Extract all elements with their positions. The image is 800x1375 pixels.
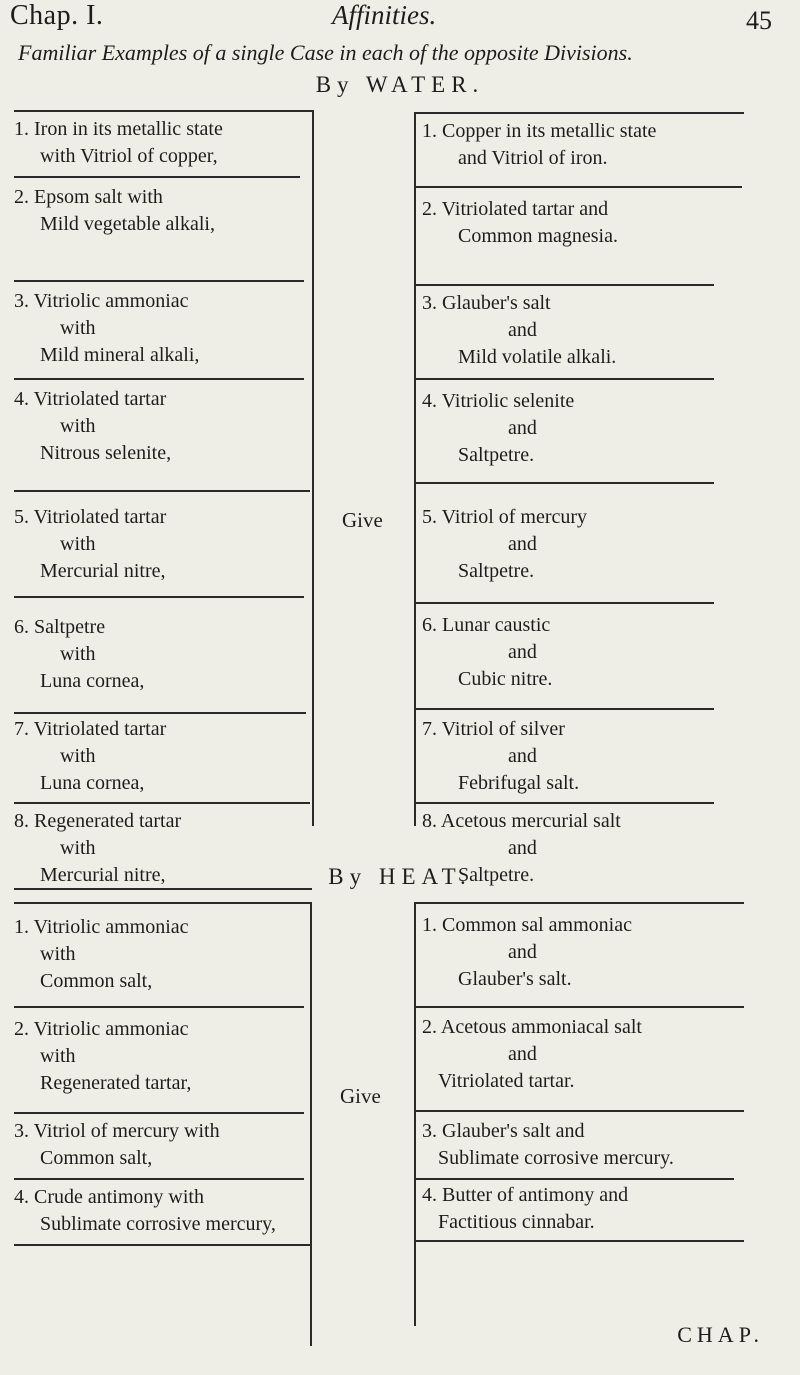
- line-text: Luna cornea,: [40, 772, 145, 794]
- line-text: with: [60, 643, 96, 665]
- list-item: [412, 1118, 742, 1172]
- list-item: [412, 1014, 742, 1095]
- line-text: 6. Lunar caustic: [422, 614, 551, 636]
- line-text: 2. Epsom salt with: [14, 186, 163, 208]
- line-text: and: [508, 319, 537, 341]
- line-text: 2. Acetous ammoniacal salt: [422, 1016, 642, 1038]
- line-text: and: [508, 417, 537, 439]
- list-item: [412, 716, 742, 797]
- rule: [14, 280, 304, 282]
- rule: [14, 596, 304, 598]
- line-text: Common magnesia.: [458, 225, 618, 247]
- rule: [414, 708, 714, 710]
- line-text: Sublimate corrosive mercury.: [438, 1147, 674, 1169]
- rule: [414, 186, 742, 188]
- list-item: [412, 196, 742, 250]
- list-item: [14, 288, 314, 369]
- line-text: 8. Acetous mercurial salt: [422, 810, 621, 832]
- rule: [14, 1178, 304, 1180]
- line-text: 3. Vitriol of mercury with: [14, 1120, 220, 1142]
- rule: [414, 802, 714, 804]
- line-text: 7. Vitriol of silver: [422, 718, 565, 740]
- rule: [14, 490, 310, 492]
- line-text: 2. Vitriolated tartar and: [422, 198, 609, 220]
- rule: [414, 482, 714, 484]
- line-text: Mercurial nitre,: [40, 560, 166, 582]
- list-item: [412, 912, 742, 993]
- rule: [14, 712, 306, 714]
- list-item: [412, 118, 742, 172]
- list-item: [14, 1184, 314, 1238]
- page-number: 45: [746, 6, 772, 35]
- line-text: Common salt,: [40, 970, 153, 992]
- line-text: Saltpetre.: [458, 444, 535, 466]
- list-item: [14, 1016, 314, 1097]
- line-text: with: [60, 415, 96, 437]
- line-text: Vitriolated tartar.: [438, 1070, 575, 1092]
- line-text: and: [508, 837, 537, 859]
- rule: [414, 1178, 734, 1180]
- line-text: Febrifugal salt.: [458, 772, 580, 794]
- line-text: Saltpetre.: [458, 864, 535, 886]
- list-item: [14, 504, 314, 585]
- line-text: Mild vegetable alkali,: [40, 213, 215, 235]
- line-text: 3. Glauber's salt: [422, 292, 551, 314]
- line-text: and: [508, 533, 537, 555]
- give-label: Give: [340, 1084, 381, 1108]
- line-text: 4. Vitriolated tartar: [14, 388, 167, 410]
- line-text: and Vitriol of iron.: [458, 147, 608, 169]
- line-text: 6. Saltpetre: [14, 616, 106, 638]
- line-text: 4. Butter of antimony and: [422, 1184, 629, 1206]
- line-text: Sublimate corrosive mercury,: [40, 1213, 276, 1235]
- line-text: Regenerated tartar,: [40, 1072, 192, 1094]
- section-heading-water: By WATER.: [315, 72, 485, 97]
- rule: [414, 284, 714, 286]
- rule: [14, 1112, 304, 1114]
- rule: [414, 112, 744, 114]
- line-text: Mild mineral alkali,: [40, 344, 200, 366]
- rule: [14, 1244, 310, 1246]
- line-text: Common salt,: [40, 1147, 153, 1169]
- line-text: 1. Iron in its metallic state: [14, 118, 223, 140]
- line-text: Nitrous selenite,: [40, 442, 172, 464]
- rule: [414, 1110, 744, 1112]
- line-text: 4. Vitriolic selenite: [422, 390, 575, 412]
- rule: [14, 176, 300, 178]
- line-text: with: [60, 837, 96, 859]
- line-text: Luna cornea,: [40, 670, 145, 692]
- line-text: and: [508, 941, 537, 963]
- line-text: with: [40, 943, 76, 965]
- line-text: 1. Copper in its metallic state: [422, 120, 657, 142]
- rule: [414, 378, 714, 380]
- line-text: 4. Crude antimony with: [14, 1186, 204, 1208]
- rule: [14, 802, 310, 804]
- line-text: 5. Vitriol of mercury: [422, 506, 588, 528]
- rule: [414, 1240, 744, 1242]
- rule: [14, 1006, 304, 1008]
- list-item: [14, 116, 314, 170]
- line-text: with: [60, 533, 96, 555]
- line-text: 3. Glauber's salt and: [422, 1120, 585, 1142]
- line-text: Mercurial nitre,: [40, 864, 166, 886]
- rule: [14, 110, 312, 112]
- give-label: Give: [342, 508, 383, 532]
- rule: [414, 902, 744, 904]
- list-item: [412, 1182, 742, 1236]
- list-item: [14, 914, 314, 995]
- line-text: 7. Vitriolated tartar: [14, 718, 167, 740]
- list-item: [14, 184, 314, 238]
- running-title: Affinities.: [332, 0, 437, 30]
- line-text: 3. Vitriolic ammoniac: [14, 290, 189, 312]
- line-text: 5. Vitriolated tartar: [14, 506, 167, 528]
- list-item: [412, 504, 742, 585]
- list-item: [412, 388, 742, 469]
- rule: [14, 902, 310, 904]
- line-text: Mild volatile alkali.: [458, 346, 617, 368]
- line-text: and: [508, 745, 537, 767]
- line-text: 1. Vitriolic ammoniac: [14, 916, 189, 938]
- line-text: 1. Common sal ammoniac: [422, 914, 632, 936]
- list-item: [14, 1118, 314, 1172]
- line-text: Factitious cinnabar.: [438, 1211, 595, 1233]
- list-item: [14, 716, 314, 797]
- catchword: CHAP.: [677, 1322, 764, 1347]
- line-text: 2. Vitriolic ammoniac: [14, 1018, 189, 1040]
- rule: [414, 1006, 744, 1008]
- table-subtitle: Familiar Examples of a single Case in each of the opposite Divisions.: [18, 40, 633, 65]
- rule: [14, 378, 304, 380]
- list-item: [412, 290, 742, 371]
- line-text: Saltpetre.: [458, 560, 535, 582]
- list-item: [14, 614, 314, 695]
- line-text: with: [60, 317, 96, 339]
- line-text: Cubic nitre.: [458, 668, 553, 690]
- line-text: Glauber's salt.: [458, 968, 572, 990]
- line-text: with: [60, 745, 96, 767]
- chapter-header: Chap. I.: [10, 0, 104, 31]
- line-text: and: [508, 1043, 537, 1065]
- line-text: with: [40, 1045, 76, 1067]
- line-text: with Vitriol of copper,: [40, 145, 218, 167]
- line-text: 8. Regenerated tartar: [14, 810, 182, 832]
- list-item: [14, 386, 314, 467]
- rule: [414, 602, 714, 604]
- line-text: and: [508, 641, 537, 663]
- section-heading-heat: By HEAT.: [328, 864, 472, 889]
- list-item: [412, 612, 742, 693]
